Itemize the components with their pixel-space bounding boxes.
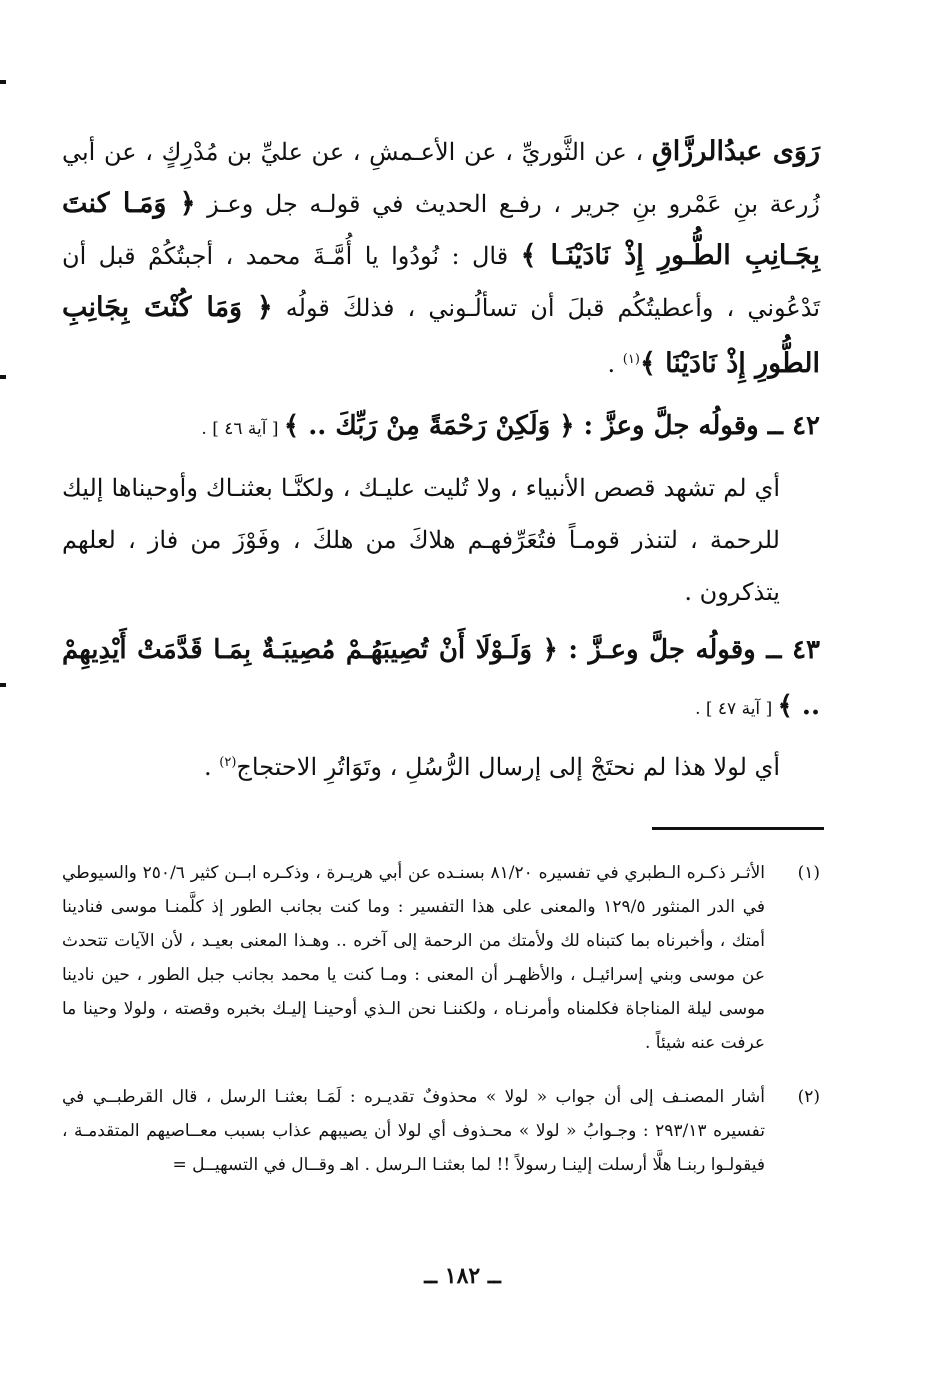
verse-42-commentary xyxy=(62,462,820,618)
paragraph-narration xyxy=(62,126,820,390)
commentary-text: . xyxy=(203,753,220,781)
narration-text: . xyxy=(607,350,623,378)
narrator-name: رَوَى عبدُالرزَّاقِ xyxy=(651,136,821,167)
footnote-1 xyxy=(62,856,820,1060)
footnote-number: (٢) xyxy=(797,1087,820,1107)
verse-43-commentary xyxy=(62,737,820,793)
footnote-text: الأثـر ذكـره الـطبري في تفسيره ٨١/٢٠ بسنـده عن أبي هريـرة ، وذكـره ابــن كثير ٢٥٠/٦ والسيوطي في الدر المنثور ١٢٩/٥ والمعنى على هذا التفسير : وما كنت بجانب الطور إذ كلَّمنـا موسى فنادينا أمتك ، وأخبرناه بما كتبناه لك ولأمتك من الرحمة إلى آخره .. وهـذا المعنى بعيـد ، لأن الآيات تتحدث عن موسى وبني إسرائيـل ، والأظهـر أن المعنى : ومـا كنت يا محمد بجانب جبل الطور ، حين نادينا موسى ليلة المناجاة فكلمناه وأمرنـاه ، ولكننـا نحن الـذي أوحينـا إليـك بخبره وقصته ، ولولا وحينا ما عرفت عنه شيئاً . xyxy=(62,863,765,1053)
footnote-2 xyxy=(62,1080,820,1182)
footnote-text: أشار المصنـف إلى أن جواب « لولا » محذوفٌ تقديـره : لَمَـا بعثنـا الرسل ، قال القرطبــي في تفسيره ٢٩٣/١٣ : وجـوابُ « لولا » محـذوف أي لولا أن يصيبهم عذاب بسبب معــاصيهم المتقدمـة ، فيقولـوا ربنـا هلَّا أرسلت إلينـا رسولاً !! لما بعثنـا الـرسل . اهـ وقــال في التسهيــل = xyxy=(62,1087,765,1175)
verse-heading-text: ٤٢ ــ وقولُه جلَّ وعزَّ : ﴿ وَلَكِنْ رَحْمَةً مِنْ رَبِّكَ .. ﴾ xyxy=(283,411,820,441)
commentary-text: أي لولا هذا لم نحتَجْ إلى إرسال الرُّسُلِ ، وتَوَاتُرِ الاحتجاج xyxy=(236,753,780,781)
footnote-divider xyxy=(652,827,824,830)
commentary-text: أي لم تشهد قصص الأنبياء ، ولا تُليت عليـك ، ولكنَّـا بعثنـاك وأوحيناها إليك للرحمة ، لتنذر قومـاً فتُعَرِّفهـم هلاكَ من هلكَ ، وفَوْزَ من فاز ، لعلهم يتذكرون . xyxy=(62,474,780,606)
footnote-number: (١) xyxy=(797,863,820,883)
footnote-reference: (١) xyxy=(622,352,640,367)
page-number: ــ ١٨٢ ــ xyxy=(424,1263,501,1289)
verse-42-heading xyxy=(62,398,820,457)
verse-43-heading xyxy=(62,622,820,737)
verse-reference: [ آية ٤٧ ] . xyxy=(695,699,778,719)
scan-margin-mark xyxy=(0,375,6,379)
quran-quote: ﴿ وَمَـا كنتَ بِجَـانِبِ الطُّـورِ إِذْ نَادَيْنَـا ﴾ xyxy=(62,188,820,271)
verse-reference: [ آية ٤٦ ] . xyxy=(201,419,284,439)
verse-heading-text: ٤٣ ــ وقولُه جلَّ وعـزَّ : ﴿ وَلَـوْلَا أَنْ تُصِيبَهُـمْ مُصِيبَـةٌ بِمَـا قَدَّمَتْ أَيْدِيهِمْ .. ﴾ xyxy=(62,635,820,721)
scan-margin-mark xyxy=(0,80,6,84)
scan-margin-mark xyxy=(0,683,6,687)
narration-text: ، عن الثَّوريِّ ، عن الأعـمشِ ، عن عليِّ بن مُدْرِكٍ ، عن أبي زُرعة بنِ عَمْرو بنِ جرير ، رفـع الحديث في قولـه جل وعـز xyxy=(62,138,820,218)
quran-quote: ﴿ وَمَا كُنْتَ بِجَانِبِ الطُّورِ إِذْ نَادَيْنَا ﴾ xyxy=(62,292,820,379)
narration-text: قال : نُودُوا يا أُمَّـةَ محمد ، أجبتُكُمْ قبل أن تَدْعُوني ، وأعطيتُكُم قبلَ أن تسألُـوني ، فذلكَ قولُه xyxy=(62,242,820,322)
footnote-reference: (٢) xyxy=(219,755,237,770)
